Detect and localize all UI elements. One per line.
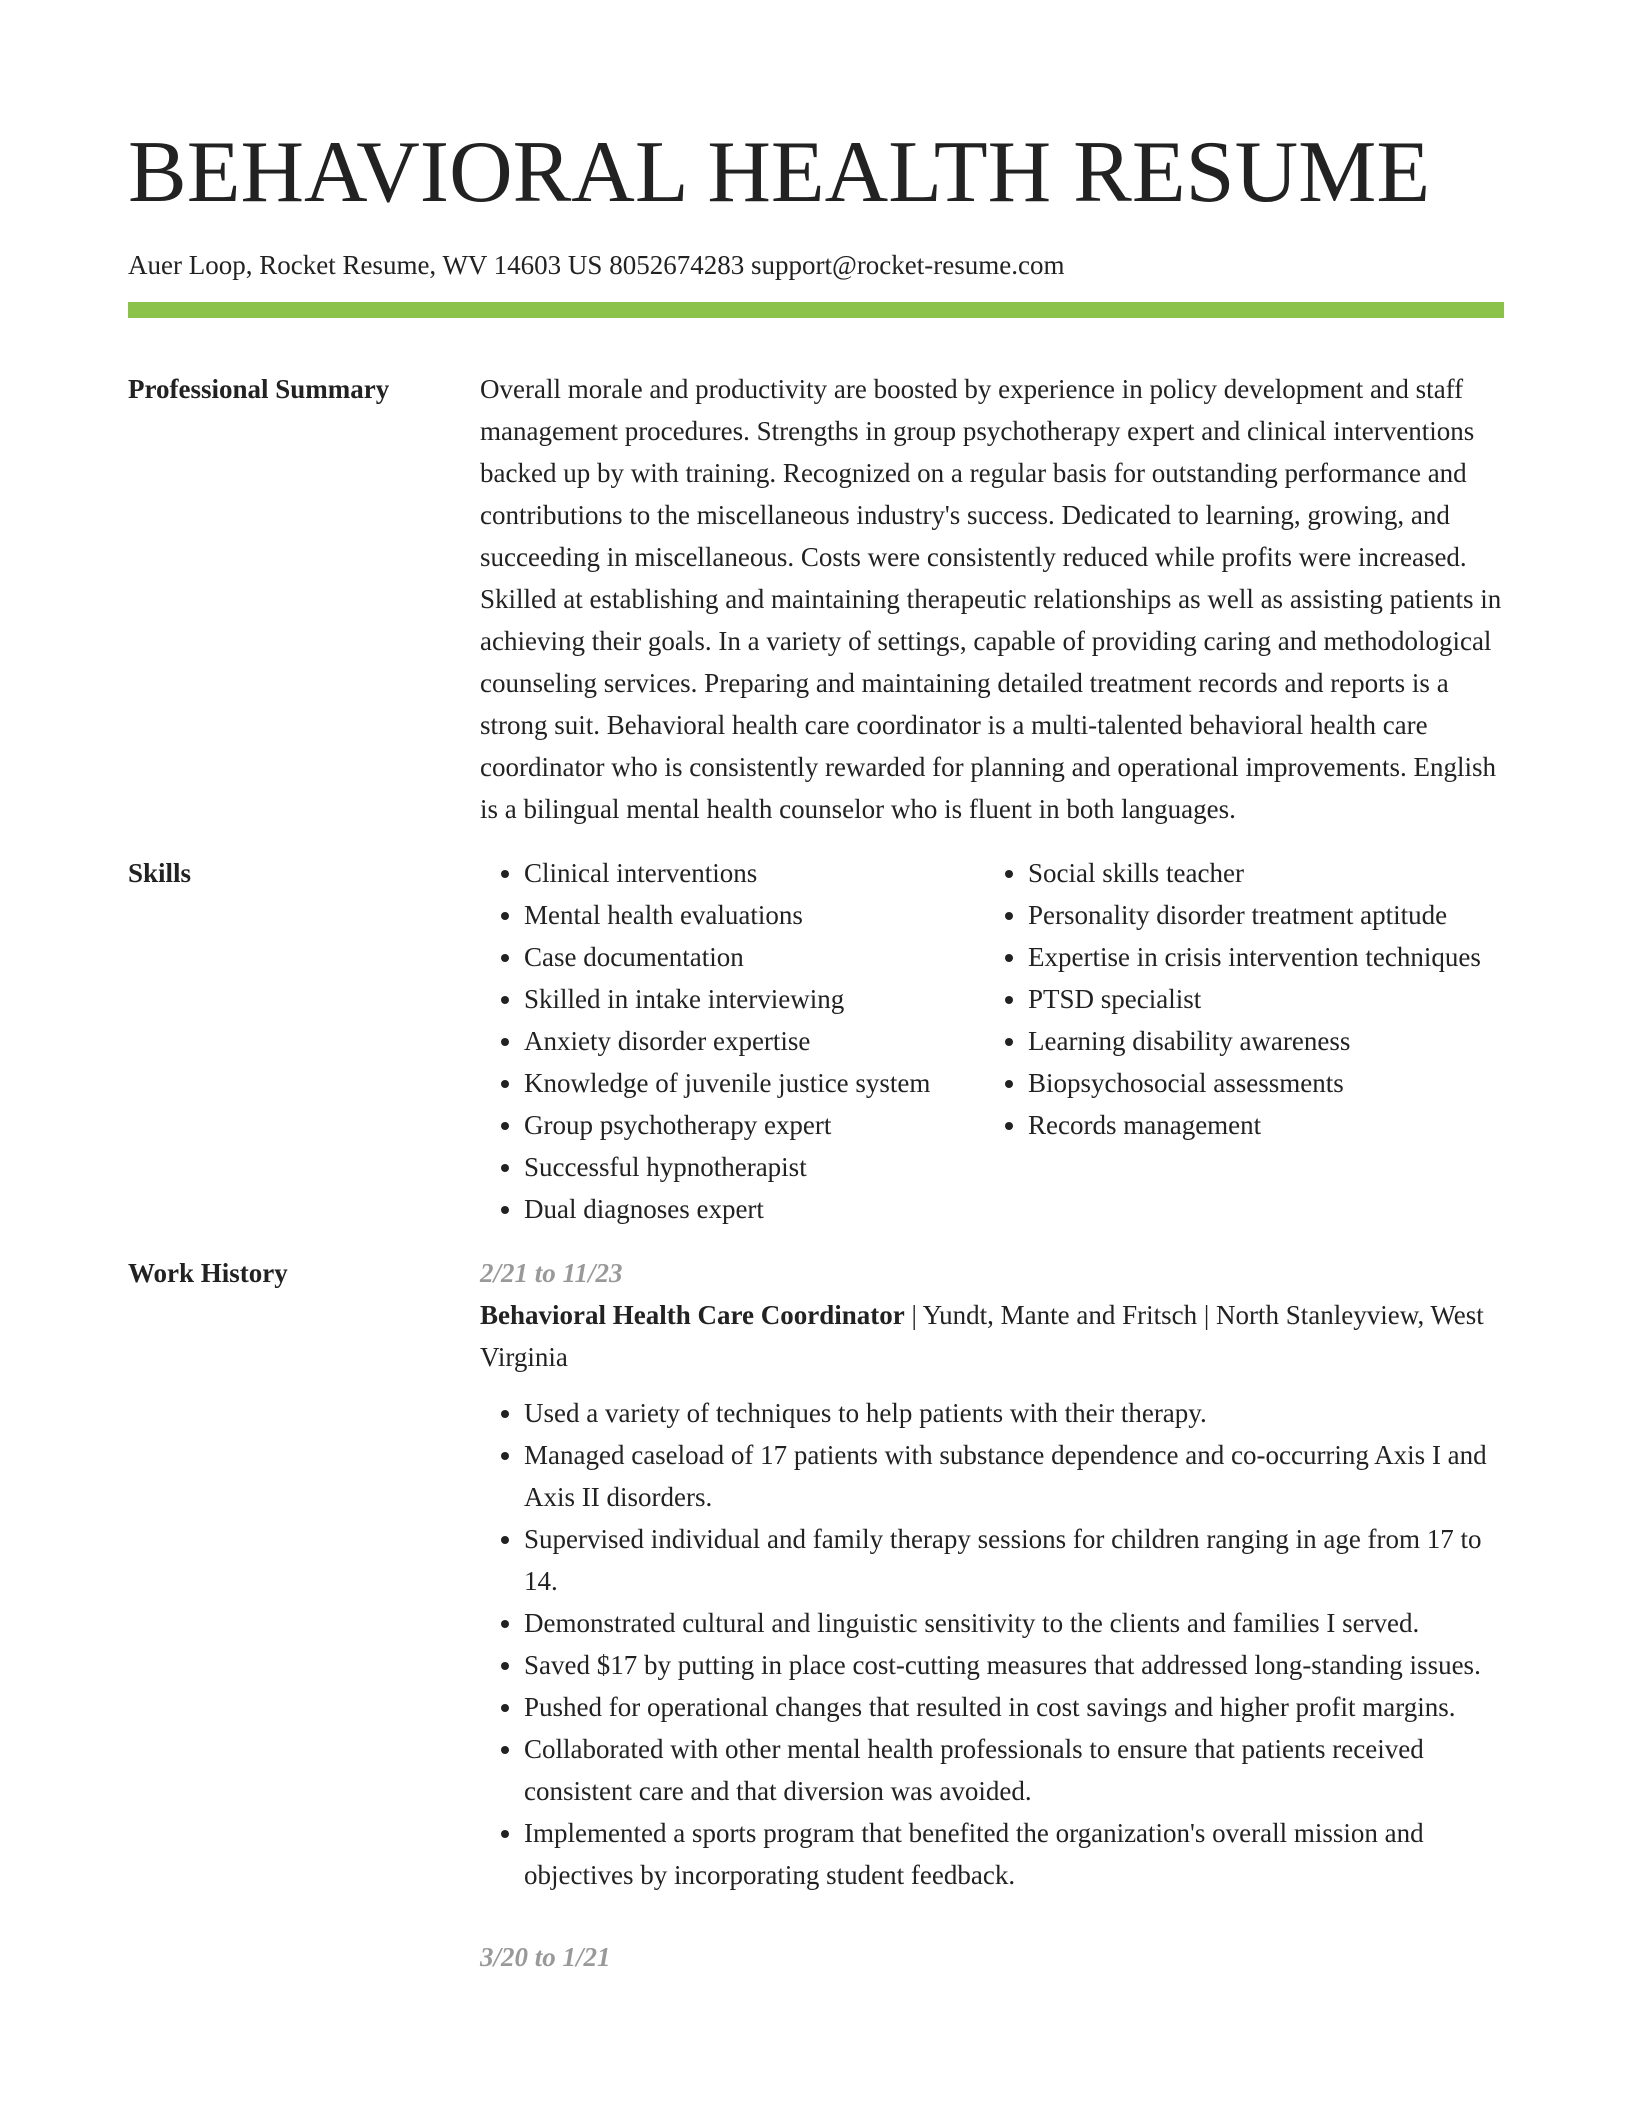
resume-page: [128, 120, 1504, 2018]
skill-item: • Personality disorder treatment aptitude: [1028, 894, 1488, 936]
job-date: 3/20 to 1/21: [480, 1942, 611, 1972]
skill-item: • Clinical interventions: [524, 852, 984, 894]
job-bullet: • Supervised individual and family therapy sessions for children ranging in age from 17 to 14.: [524, 1518, 1504, 1602]
skill-item: • Dual diagnoses expert: [524, 1188, 984, 1230]
work-history-body: [480, 1252, 1504, 2018]
section-label-summary: Professional Summary: [128, 374, 390, 404]
skill-item: • Case documentation: [524, 936, 984, 978]
skill-item: • Successful hypnotherapist: [524, 1146, 984, 1188]
header-divider: [128, 302, 1504, 318]
skill-item: • Biopsychosocial assessments: [1028, 1062, 1488, 1104]
resume-title: BEHAVIORAL HEALTH RESUME: [128, 124, 1431, 221]
section-label-work: Work History: [128, 1258, 288, 1288]
job-bullet: • Pushed for operational changes that resulted in cost savings and higher profit margins.: [524, 1686, 1504, 1728]
summary-text: Overall morale and productivity are boosted by experience in policy development and staff management procedures. Strengths in group psychotherapy expert and clinical interventions backed up by with training. Recognized on a regular basis for outstanding performance and contributions to the miscellaneous industry's success. Dedicated to learning, growing, and succeeding in miscellaneous. Costs were consistently reduced while profits were increased. Skilled at establishing and maintaining therapeutic relationships as well as assisting patients in achieving their goals. In a variety of settings, capable of providing caring and methodological counseling services. Preparing and maintaining detailed treatment records and reports is a strong suit. Behavioral health care coordinator is a multi-talented behavioral health care coordinator who is consistently rewarded for planning and operational improvements. English is a bilingual mental health counselor who is fluent in both languages.: [480, 374, 1502, 824]
job-bullet: • Demonstrated cultural and linguistic sensitivity to the clients and families I served.: [524, 1602, 1504, 1644]
summary-body: [480, 368, 1504, 830]
skill-item: • Anxiety disorder expertise: [524, 1020, 984, 1062]
summary-section: [128, 368, 1504, 830]
job-date: 2/21 to 11/23: [480, 1258, 623, 1288]
job-entry: [480, 1252, 1504, 1896]
job-entry: [480, 1936, 1504, 1978]
skill-item: • Group psychotherapy expert: [524, 1104, 984, 1146]
job-title: Behavioral Health Care Coordinator: [480, 1300, 905, 1330]
job-bullet: • Saved $17 by putting in place cost-cutting measures that addressed long-standing issues.: [524, 1644, 1504, 1686]
skill-item: • Skilled in intake interviewing: [524, 978, 984, 1020]
skill-item: • Expertise in crisis intervention techniques: [1028, 936, 1488, 978]
contact-info: Auer Loop, Rocket Resume, WV 14603 US 8052674283 support@rocket-resume.com: [128, 250, 1065, 280]
skills-section: [128, 852, 1504, 1230]
skill-item: • PTSD specialist: [1028, 978, 1488, 1020]
skills-body: [480, 852, 1504, 1230]
job-bullets: [480, 1392, 1504, 1896]
skill-item: • Social skills teacher: [1028, 852, 1488, 894]
job-bullet: • Managed caseload of 17 patients with substance dependence and co-occurring Axis I and Axis II disorders.: [524, 1434, 1504, 1518]
skills-column-right: [984, 852, 1488, 1230]
job-bullet: • Collaborated with other mental health professionals to ensure that patients received consistent care and that diversion was avoided.: [524, 1728, 1504, 1812]
work-history-section: [128, 1252, 1504, 2018]
skill-item: • Learning disability awareness: [1028, 1020, 1488, 1062]
job-employer-location: | Yundt, Mante and Fritsch | North Stanleyview, West Virginia: [480, 1300, 1484, 1372]
job-bullet: • Implemented a sports program that benefited the organization's overall mission and objectives by incorporating student feedback.: [524, 1812, 1504, 1896]
skill-item: • Mental health evaluations: [524, 894, 984, 936]
skill-item: • Knowledge of juvenile justice system: [524, 1062, 984, 1104]
skills-column-left: [480, 852, 984, 1230]
skill-item: • Records management: [1028, 1104, 1488, 1146]
section-label-skills: Skills: [128, 858, 192, 888]
job-heading: [480, 1294, 1504, 1378]
job-bullet: • Used a variety of techniques to help patients with their therapy.: [524, 1392, 1504, 1434]
